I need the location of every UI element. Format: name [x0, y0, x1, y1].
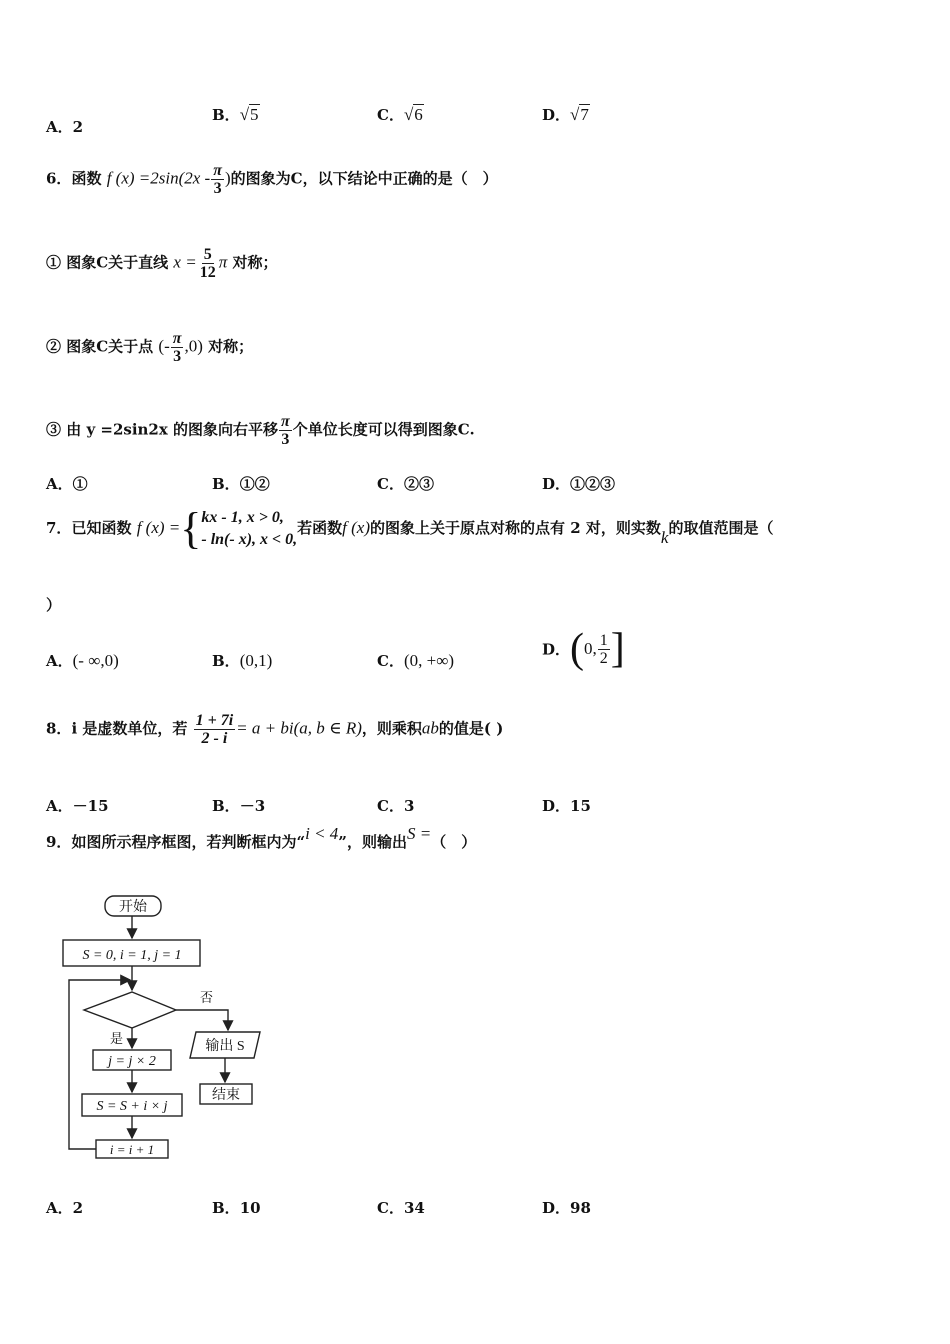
flow-step3-label: i = i + 1 [109, 1142, 155, 1157]
fraction: $\frac{\pi}{3}$ [213, 162, 222, 197]
q5-option-d: D．√7 [542, 105, 589, 124]
q8-option-d: D．15 [542, 797, 591, 815]
q5-option-b: B．√5 [212, 105, 259, 124]
q6-stem: 6．函数 f (x) =2sin(2x - $\frac{\pi}{3}$ )的图象为C，以下结论中正确的是（ ） [46, 162, 498, 197]
flow-init-label: S = 0, i = 1, j = 1 [82, 948, 182, 963]
q8-stem: 8．i 是虚数单位，若 $\frac{1 + 7i}{2 - i}$ = a + bi(a, b ∈ R)，则乘积ab的值是( ) [46, 712, 504, 747]
sqrt-sign: √7 [570, 105, 589, 124]
q9-stem: 9．如图所示程序框图，若判断框内为“i < 4”，则输出S =（ ） [46, 824, 477, 851]
q6-option-c: C．②③ [377, 475, 434, 493]
q8-option-c: C．3 [377, 797, 415, 815]
fraction: $\frac{1 + 7i}{2 - i}$ [195, 712, 234, 747]
q6-statement-1: ① 图象C关于直线 x = $\frac{5}{12}$ π 对称； [46, 246, 278, 281]
flow-start-label: 开始 [119, 900, 147, 915]
q7-stem: 7．已知函数 f (x) = { kx - 1, x > 0, - ln(- x), x < 0, 若函数f (x)的图象上关于原点对称的点有 2 对，则实数k的取值范围是（ [46, 504, 774, 553]
q6-option-a: A．① [46, 475, 88, 493]
piecewise-brace: { kx - 1, x > 0, - ln(- x), x < 0, [180, 504, 298, 553]
flow-decision-diamond [84, 992, 176, 1028]
q6-option-d: D．①②③ [542, 475, 616, 493]
q8-option-b: B．－3 [212, 797, 266, 815]
q9-option-a: A．2 [46, 1199, 84, 1217]
q6-option-b: B．①② [212, 475, 270, 493]
program-flowchart [60, 890, 280, 1180]
q9-option-d: D．98 [542, 1199, 591, 1217]
fraction: $\frac{\pi}{3}$ [281, 413, 290, 448]
flow-step2-label: S = S + i × j [96, 1099, 168, 1114]
q9-option-b: B．10 [212, 1199, 261, 1217]
q9-option-c: C．34 [377, 1199, 425, 1217]
q6-statement-3: ③ 由 y =2sin2x 的图象向右平移 $\frac{\pi}{3}$ 个单位长度可以得到图象C. [46, 413, 475, 448]
q7-option-c: C．(0, +∞) [377, 651, 454, 670]
q5-option-a: A．2 [46, 118, 84, 136]
sqrt-sign: √6 [403, 105, 423, 124]
flow-output-label: 输出 S [205, 1039, 245, 1054]
q6-statement-2: ② 图象C关于点 (- $\frac{\pi}{3}$ ,0) 对称； [46, 330, 254, 365]
sqrt-sign: √5 [239, 105, 259, 124]
q7-option-b: B．(0,1) [212, 651, 273, 670]
q7-option-a: A．(- ∞,0) [46, 651, 119, 670]
flow-no-label: 否 [200, 990, 214, 1005]
flow-yes-label: 是 [110, 1031, 124, 1046]
fraction: $\frac{5}{12}$ [199, 246, 216, 281]
q5-option-c: C．√6 [377, 105, 423, 124]
q7-option-d: D．(0, $\frac{1}{2}$ ] [542, 626, 625, 672]
fraction: $\frac{\pi}{3}$ [172, 330, 182, 365]
q7-close-paren: ） [46, 596, 62, 614]
q8-option-a: A．－15 [46, 797, 109, 815]
flow-step1-label: j = j × 2 [108, 1054, 156, 1069]
fraction: $\frac{1}{2}$ [599, 631, 608, 667]
flow-end-label: 结束 [212, 1088, 240, 1103]
